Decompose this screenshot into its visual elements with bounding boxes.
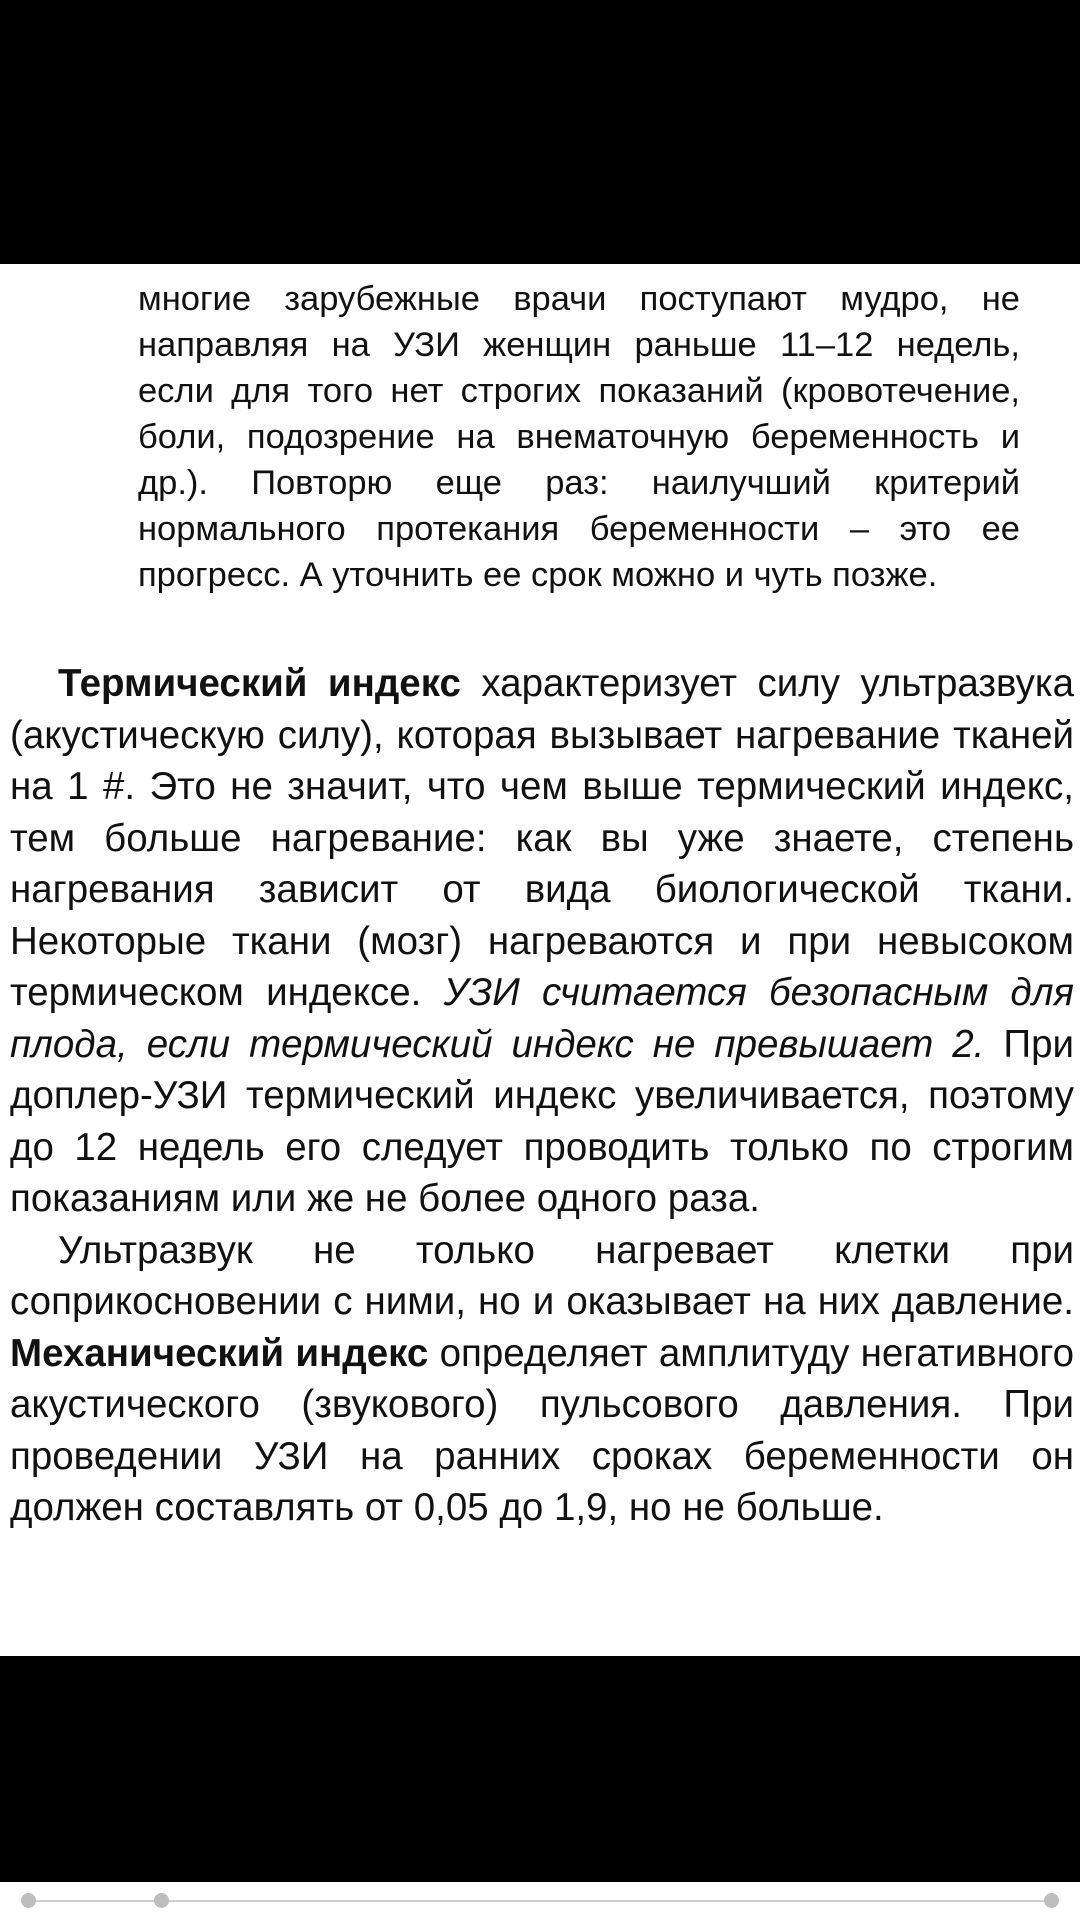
main-text xyxy=(10,658,1074,1534)
paragraph1-text-a: характеризует силу ультразвука (акустическую силу), которая вызывает нагревание тканей на 1 #. Это не значит, что чем выше термический индекс, тем больше нагревание: как вы уже знаете, степень нагревания зависит от вида биологической ткани. Некоторые ткани (мозг) нагреваются и при невысоком термическом индексе. xyxy=(10,662,1074,1014)
book-page xyxy=(0,264,1080,1656)
quote-text: многие зарубежные врачи поступают мудро, не направляя на УЗИ женщин раньше 11–12 недель, если для того нет строгих показаний (кровотечение, боли, подозрение на внематочную беременность и др.). Повторю еще раз: наилучший критерий нормального протекания беременности – это ее прогресс. А уточнить ее срок можно и чуть позже. xyxy=(138,280,1020,594)
page-scrubber[interactable] xyxy=(0,1882,1080,1920)
paragraph-thermal-index xyxy=(10,658,1074,1225)
scrubber-start-dot xyxy=(21,1893,36,1908)
paragraph2-text-a: Ультразвук не только нагревает клетки при соприкосновении с ними, но и оказывает на них давление. xyxy=(10,1228,1074,1323)
scrubber-end-dot xyxy=(1044,1893,1059,1908)
indented-quote-block xyxy=(138,276,1020,598)
paragraph1-text-b: При доплер-УЗИ термический индекс увеличивается, поэтому до 12 недель его следует проводить только по строгим показаниям или же не более одного раза. xyxy=(10,1022,1074,1220)
scrubber-thumb[interactable] xyxy=(154,1893,169,1908)
bottom-black-bar xyxy=(0,1656,1080,1882)
scrubber-track[interactable] xyxy=(28,1900,1052,1902)
top-black-bar xyxy=(0,0,1080,264)
paragraph1-emphasis: УЗИ считается безопасным для плода, если термический индекс не превышает 2. xyxy=(10,971,1074,1066)
term-mechanical-index: Механический индекс xyxy=(10,1331,429,1375)
paragraph-mechanical-index xyxy=(10,1225,1074,1534)
term-thermal-index: Термический индекс xyxy=(58,662,461,705)
paragraph2-text-b: определяет амплитуду негативного акустического (звукового) пульсового давления. При проведении УЗИ на ранних сроках беременности он должен составлять от 0,05 до 1,9, но не больше. xyxy=(10,1331,1074,1529)
